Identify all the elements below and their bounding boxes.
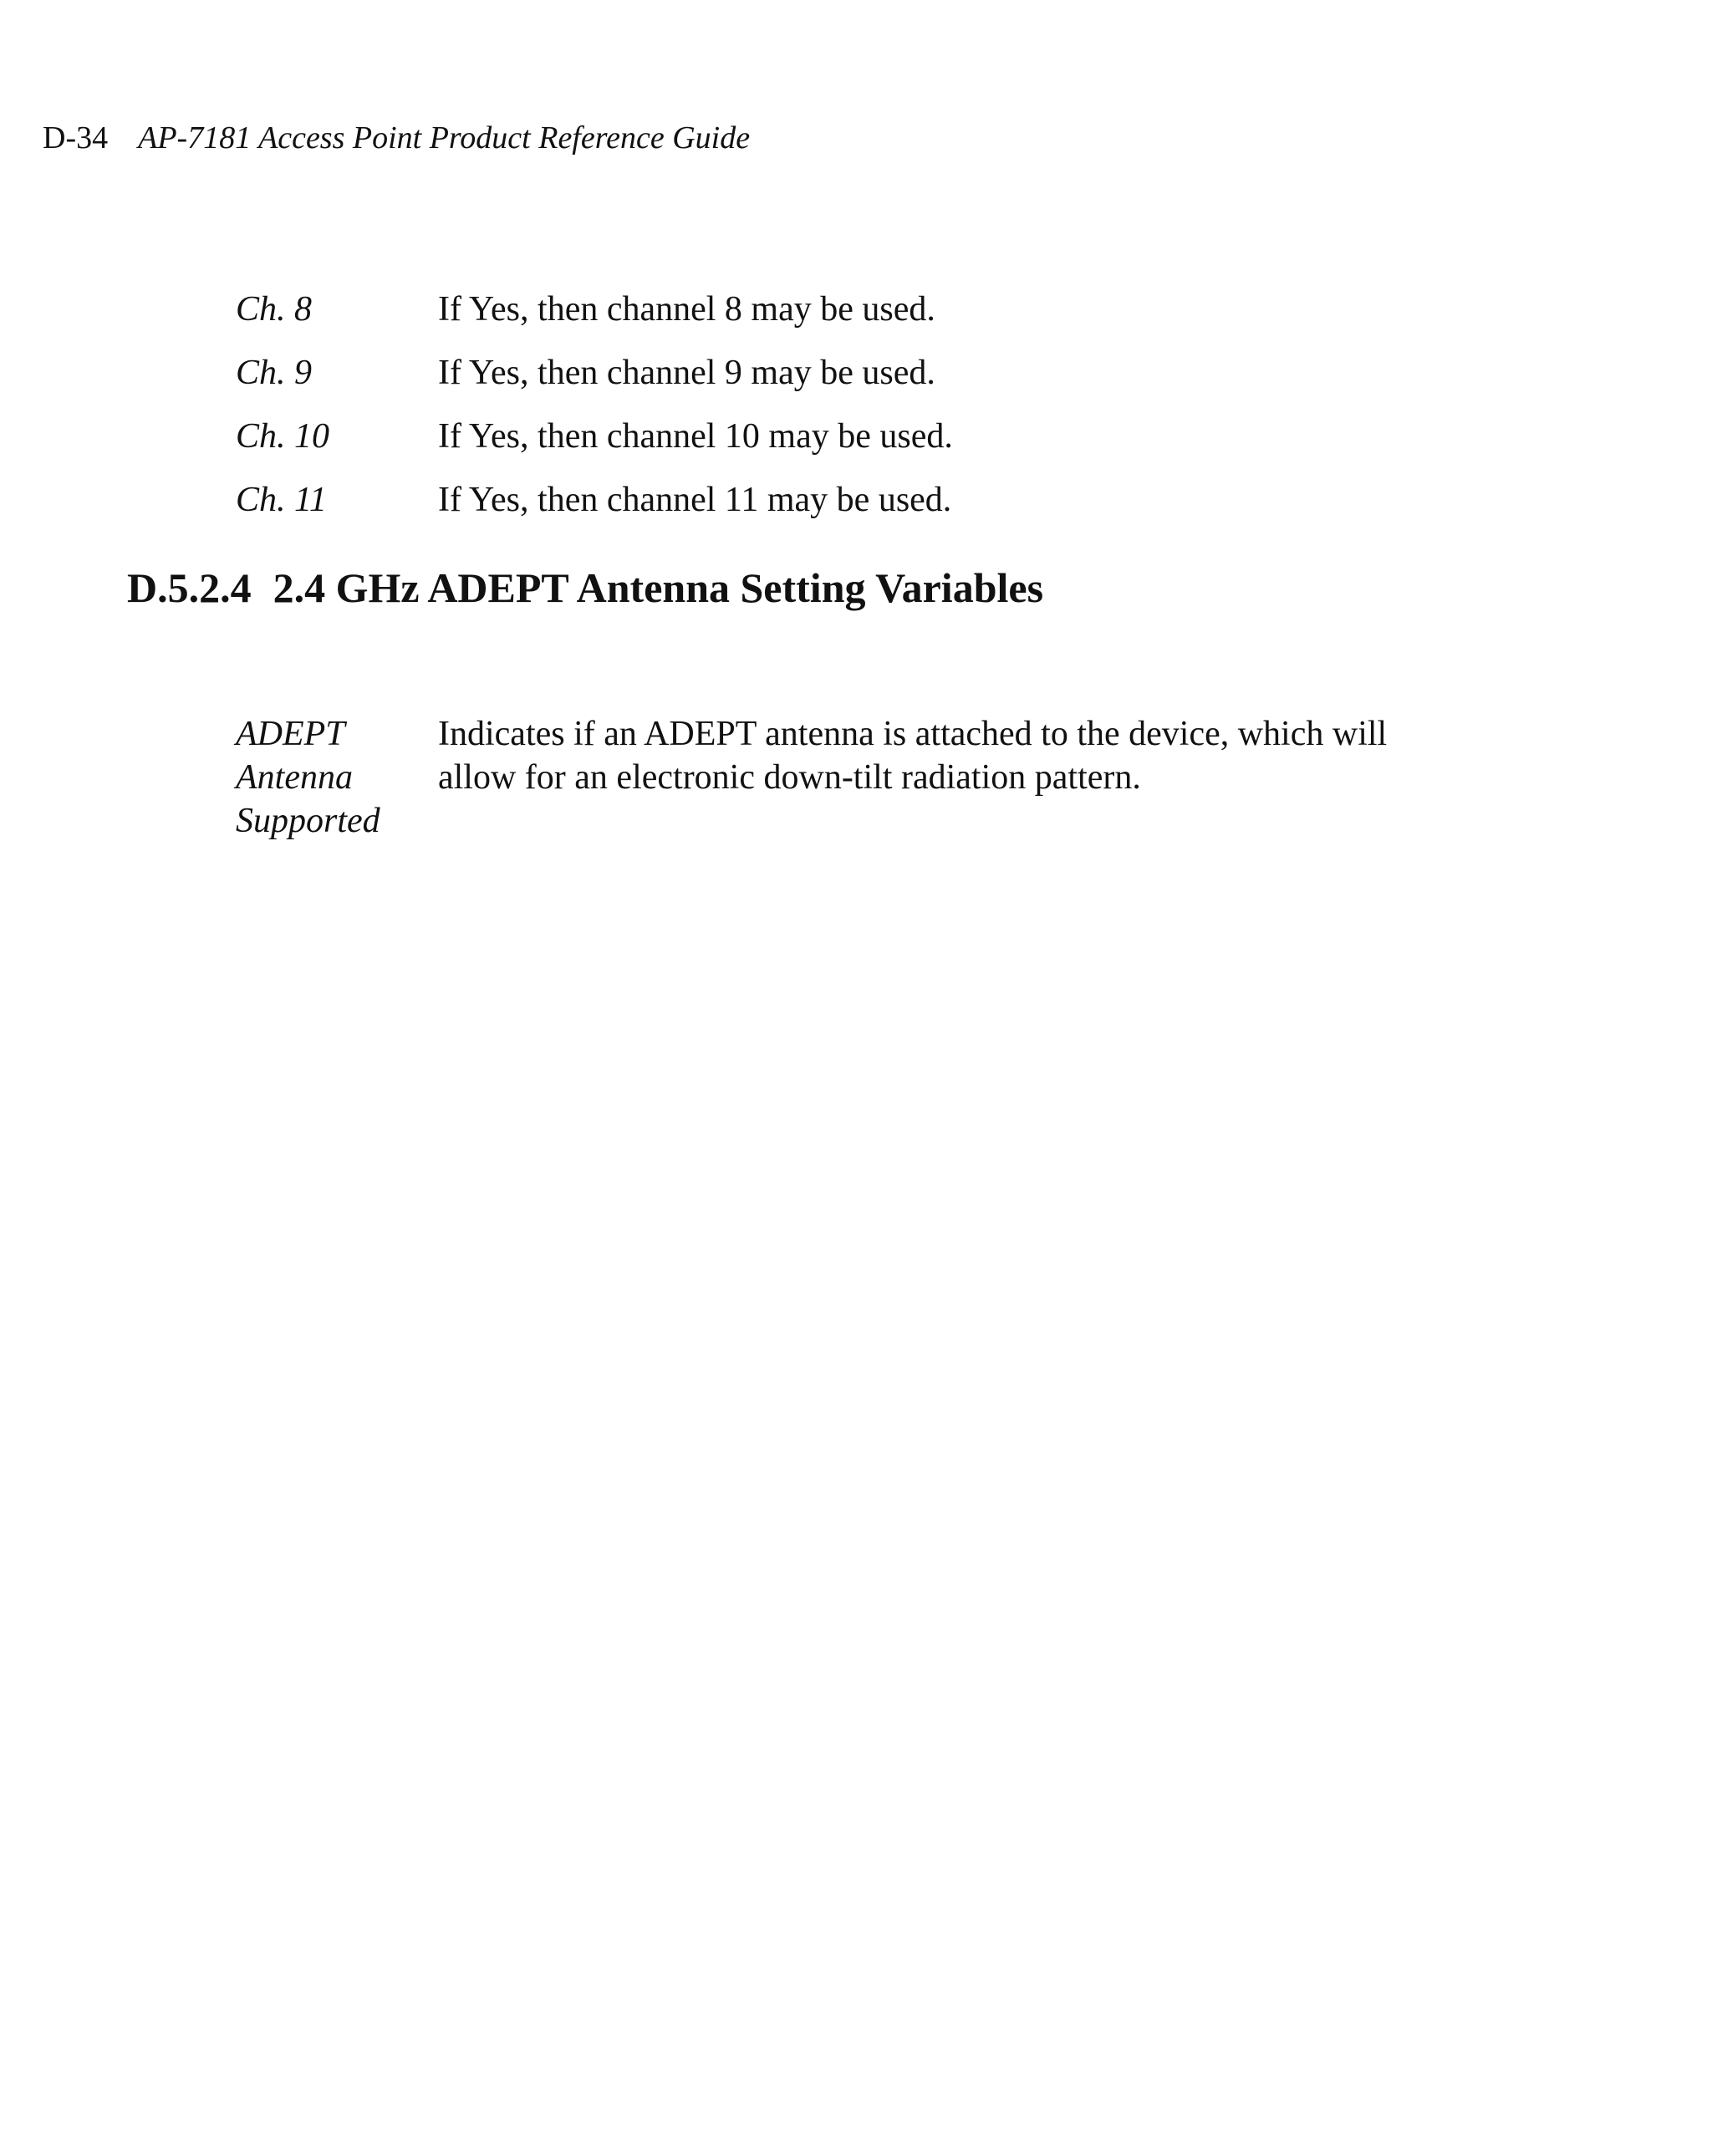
description-line: allow for an electronic down-tilt radiation pattern.	[438, 758, 1141, 797]
definition-term	[236, 712, 428, 843]
definition-description: If Yes, then channel 9 may be used.	[438, 354, 935, 392]
definition-description: If Yes, then channel 11 may be used.	[438, 481, 952, 519]
description-line: Indicates if an ADEPT antenna is attached to the device, which will	[438, 715, 1388, 753]
section-number: D.5.2.4	[127, 564, 252, 611]
section-heading	[127, 562, 1043, 614]
definition-term: Ch. 10	[236, 417, 330, 456]
term-line: Antenna	[236, 758, 353, 797]
running-header	[43, 117, 750, 159]
term-line: Supported	[236, 802, 380, 840]
term-line: ADEPT	[236, 715, 345, 753]
definition-term: Ch. 11	[236, 481, 327, 519]
page-number: D-34	[43, 120, 109, 155]
section-title: 2.4 GHz ADEPT Antenna Setting Variables	[273, 564, 1044, 611]
definition-term: Ch. 8	[236, 290, 313, 329]
document-title: AP-7181 Access Point Product Reference Guide	[138, 120, 751, 155]
definition-description: If Yes, then channel 10 may be used.	[438, 417, 953, 456]
definition-description: If Yes, then channel 8 may be used.	[438, 290, 935, 329]
definition-description	[438, 712, 1441, 799]
definition-term: Ch. 9	[236, 354, 313, 392]
